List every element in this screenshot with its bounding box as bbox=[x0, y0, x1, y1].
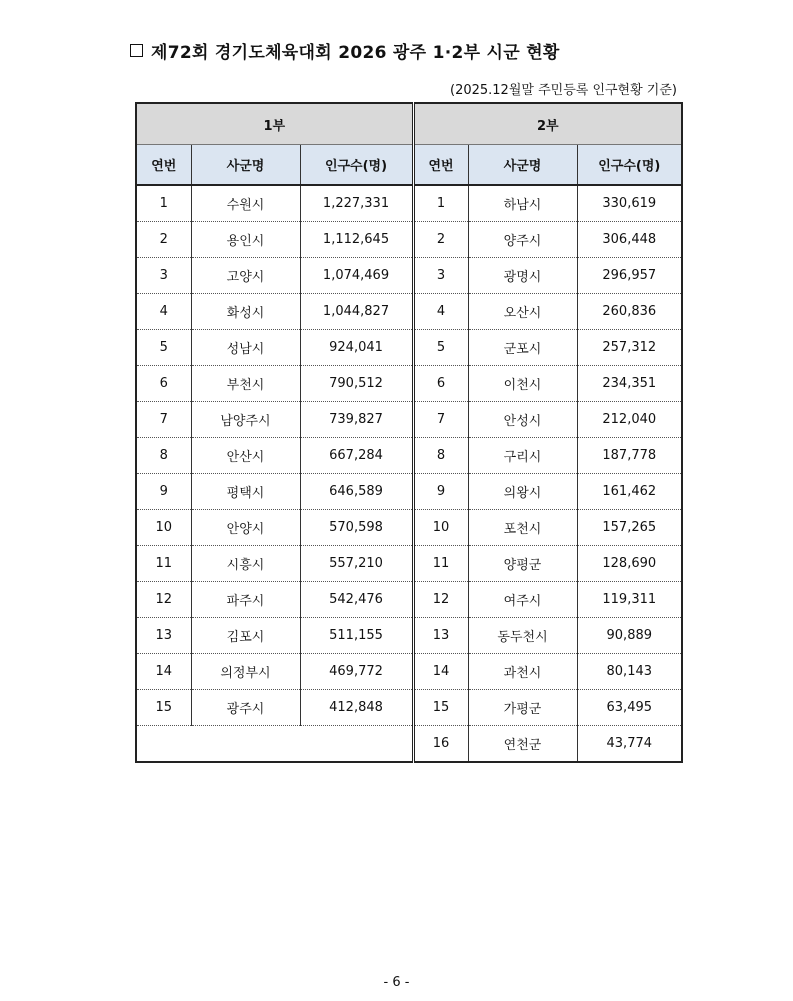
div2-number-cell: 15 bbox=[413, 690, 468, 726]
div1-number-cell: 1 bbox=[136, 185, 191, 222]
table-body bbox=[136, 185, 682, 762]
div1-population-cell: 412,848 bbox=[300, 690, 413, 726]
div1-city-cell: 수원시 bbox=[191, 185, 300, 222]
div2-number-cell: 5 bbox=[413, 330, 468, 366]
div1-population-cell: 557,210 bbox=[300, 546, 413, 582]
col-header-city: 사군명 bbox=[191, 145, 300, 186]
div2-city-cell: 하남시 bbox=[468, 185, 577, 222]
div2-number-cell: 3 bbox=[413, 258, 468, 294]
table-row bbox=[136, 474, 682, 510]
div2-population-cell: 80,143 bbox=[577, 654, 682, 690]
page-number: - 6 - bbox=[383, 975, 410, 990]
table-row bbox=[136, 366, 682, 402]
div2-city-cell: 구리시 bbox=[468, 438, 577, 474]
div2-city-cell: 군포시 bbox=[468, 330, 577, 366]
col-header-population: 인구수(명) bbox=[300, 145, 413, 186]
div2-population-cell: 257,312 bbox=[577, 330, 682, 366]
div2-city-cell: 안성시 bbox=[468, 402, 577, 438]
div2-population-cell: 296,957 bbox=[577, 258, 682, 294]
table-row bbox=[136, 726, 682, 763]
div1-population-cell: 1,227,331 bbox=[300, 185, 413, 222]
div1-population-cell: 924,041 bbox=[300, 330, 413, 366]
div1-number-cell: 7 bbox=[136, 402, 191, 438]
div2-city-cell: 포천시 bbox=[468, 510, 577, 546]
div2-population-cell: 187,778 bbox=[577, 438, 682, 474]
div2-population-cell: 43,774 bbox=[577, 726, 682, 763]
table-row bbox=[136, 690, 682, 726]
div2-number-cell: 16 bbox=[413, 726, 468, 763]
div1-population-cell: 511,155 bbox=[300, 618, 413, 654]
document-title bbox=[130, 38, 560, 63]
div1-number-cell: 13 bbox=[136, 618, 191, 654]
table-row bbox=[136, 294, 682, 330]
population-table bbox=[135, 102, 683, 763]
div1-number-cell: 10 bbox=[136, 510, 191, 546]
div2-population-cell: 157,265 bbox=[577, 510, 682, 546]
col-header-population: 인구수(명) bbox=[577, 145, 682, 186]
div1-number-cell: 6 bbox=[136, 366, 191, 402]
div2-city-cell: 여주시 bbox=[468, 582, 577, 618]
div1-population-cell: 790,512 bbox=[300, 366, 413, 402]
div2-city-cell: 연천군 bbox=[468, 726, 577, 763]
div1-empty-cell bbox=[136, 726, 413, 763]
table-row bbox=[136, 618, 682, 654]
div1-city-cell: 남양주시 bbox=[191, 402, 300, 438]
div1-number-cell: 11 bbox=[136, 546, 191, 582]
table-row bbox=[136, 222, 682, 258]
div2-city-cell: 이천시 bbox=[468, 366, 577, 402]
div1-number-cell: 3 bbox=[136, 258, 191, 294]
div1-city-cell: 용인시 bbox=[191, 222, 300, 258]
div2-number-cell: 11 bbox=[413, 546, 468, 582]
div2-city-cell: 동두천시 bbox=[468, 618, 577, 654]
table-row bbox=[136, 258, 682, 294]
div2-city-cell: 광명시 bbox=[468, 258, 577, 294]
div1-city-cell: 성남시 bbox=[191, 330, 300, 366]
checkbox-square-icon bbox=[130, 44, 143, 57]
div1-number-cell: 14 bbox=[136, 654, 191, 690]
title-text: 제72회 경기도체육대회 2026 광주 1·2부 시군 현황 bbox=[151, 43, 560, 63]
table-row bbox=[136, 185, 682, 222]
div1-city-cell: 안산시 bbox=[191, 438, 300, 474]
col-header-number: 연번 bbox=[413, 145, 468, 186]
div2-number-cell: 12 bbox=[413, 582, 468, 618]
div2-population-cell: 63,495 bbox=[577, 690, 682, 726]
div2-population-cell: 119,311 bbox=[577, 582, 682, 618]
div1-population-cell: 1,044,827 bbox=[300, 294, 413, 330]
div2-population-cell: 161,462 bbox=[577, 474, 682, 510]
div1-number-cell: 9 bbox=[136, 474, 191, 510]
table-row bbox=[136, 330, 682, 366]
div2-number-cell: 1 bbox=[413, 185, 468, 222]
col-header-number: 연번 bbox=[136, 145, 191, 186]
div1-city-cell: 화성시 bbox=[191, 294, 300, 330]
group-header-division-2: 2부 bbox=[413, 103, 682, 145]
group-header-division-1: 1부 bbox=[136, 103, 413, 145]
table-row bbox=[136, 582, 682, 618]
div1-population-cell: 667,284 bbox=[300, 438, 413, 474]
div2-city-cell: 의왕시 bbox=[468, 474, 577, 510]
div2-population-cell: 234,351 bbox=[577, 366, 682, 402]
div1-population-cell: 542,476 bbox=[300, 582, 413, 618]
div2-number-cell: 2 bbox=[413, 222, 468, 258]
div1-number-cell: 15 bbox=[136, 690, 191, 726]
div2-number-cell: 10 bbox=[413, 510, 468, 546]
div1-city-cell: 고양시 bbox=[191, 258, 300, 294]
div2-population-cell: 128,690 bbox=[577, 546, 682, 582]
div2-city-cell: 가평군 bbox=[468, 690, 577, 726]
div2-number-cell: 4 bbox=[413, 294, 468, 330]
div2-population-cell: 306,448 bbox=[577, 222, 682, 258]
table-row bbox=[136, 654, 682, 690]
div2-city-cell: 오산시 bbox=[468, 294, 577, 330]
div1-population-cell: 469,772 bbox=[300, 654, 413, 690]
div1-number-cell: 5 bbox=[136, 330, 191, 366]
table-row bbox=[136, 510, 682, 546]
div1-city-cell: 안양시 bbox=[191, 510, 300, 546]
div2-population-cell: 260,836 bbox=[577, 294, 682, 330]
div1-number-cell: 8 bbox=[136, 438, 191, 474]
div2-city-cell: 양평군 bbox=[468, 546, 577, 582]
div2-number-cell: 9 bbox=[413, 474, 468, 510]
div2-population-cell: 90,889 bbox=[577, 618, 682, 654]
div2-number-cell: 13 bbox=[413, 618, 468, 654]
table-row bbox=[136, 438, 682, 474]
table-row bbox=[136, 546, 682, 582]
div2-number-cell: 6 bbox=[413, 366, 468, 402]
div1-population-cell: 739,827 bbox=[300, 402, 413, 438]
div1-population-cell: 1,112,645 bbox=[300, 222, 413, 258]
col-header-city: 사군명 bbox=[468, 145, 577, 186]
div1-population-cell: 570,598 bbox=[300, 510, 413, 546]
div2-city-cell: 양주시 bbox=[468, 222, 577, 258]
div1-number-cell: 2 bbox=[136, 222, 191, 258]
div1-city-cell: 평택시 bbox=[191, 474, 300, 510]
div1-city-cell: 의정부시 bbox=[191, 654, 300, 690]
div2-population-cell: 330,619 bbox=[577, 185, 682, 222]
div1-city-cell: 시흥시 bbox=[191, 546, 300, 582]
div1-population-cell: 1,074,469 bbox=[300, 258, 413, 294]
div2-number-cell: 7 bbox=[413, 402, 468, 438]
div1-number-cell: 4 bbox=[136, 294, 191, 330]
table-row bbox=[136, 402, 682, 438]
reference-note: (2025.12월말 주민등록 인구현황 기준) bbox=[450, 83, 677, 98]
div1-number-cell: 12 bbox=[136, 582, 191, 618]
div2-population-cell: 212,040 bbox=[577, 402, 682, 438]
div1-population-cell: 646,589 bbox=[300, 474, 413, 510]
div1-city-cell: 부천시 bbox=[191, 366, 300, 402]
div2-number-cell: 14 bbox=[413, 654, 468, 690]
div2-city-cell: 과천시 bbox=[468, 654, 577, 690]
div1-city-cell: 파주시 bbox=[191, 582, 300, 618]
div1-city-cell: 광주시 bbox=[191, 690, 300, 726]
div1-city-cell: 김포시 bbox=[191, 618, 300, 654]
div2-number-cell: 8 bbox=[413, 438, 468, 474]
